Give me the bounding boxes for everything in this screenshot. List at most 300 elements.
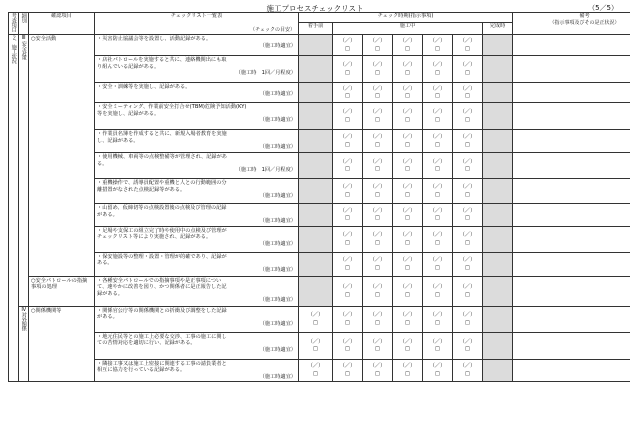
check-mark-cell[interactable] <box>453 359 483 382</box>
notes-cell[interactable] <box>513 306 630 332</box>
description-line: ・地元住民等との施工上必要な交渉、工事の施工に関し <box>97 333 227 340</box>
description-line: ・山留め、仮締切等の点検設置後の点検及び管理の記録 <box>97 205 227 211</box>
checkbox-icon: □ <box>375 191 380 198</box>
before-start-cell <box>299 179 333 204</box>
check-mark-cell[interactable] <box>393 226 423 252</box>
header-check-timing: チェック時期(指示事項) <box>299 13 513 23</box>
check-mark-cell[interactable] <box>363 204 393 227</box>
check-mark-cell[interactable] <box>393 332 423 359</box>
check-mark-cell[interactable] <box>333 226 363 252</box>
completion-cell <box>483 103 513 130</box>
check-mark-cell[interactable] <box>453 332 483 359</box>
notes-cell[interactable] <box>513 204 630 227</box>
check-item-safety-activity: ○安全活動 <box>29 35 95 277</box>
header-checklist: チェックリスト一覧表 （チェックの目安） <box>95 13 299 35</box>
check-slash: （／） <box>369 62 386 68</box>
check-slash: （／） <box>369 312 386 318</box>
checkbox-icon: □ <box>345 346 350 352</box>
check-mark-cell[interactable] <box>333 35 363 56</box>
check-timing-note: （施工時適宜） <box>259 42 296 49</box>
category-construction-status: ２．施工状況 <box>9 35 19 382</box>
description-line: ・保安施設等の整理・設置・管理が的確であり、記録が <box>97 253 227 260</box>
page-number: （5／5） <box>588 4 618 12</box>
check-mark-cell[interactable] <box>453 276 483 306</box>
check-slash: （／） <box>459 62 476 68</box>
completion-cell <box>483 35 513 56</box>
notes-cell[interactable] <box>513 130 630 153</box>
check-slash: （／） <box>369 85 386 92</box>
checkbox-icon: □ <box>345 215 350 222</box>
check-timing-note: （施工時適宜） <box>259 193 296 199</box>
check-mark-cell[interactable] <box>333 276 363 306</box>
check-slash: （／） <box>369 284 386 290</box>
description-line: ての苦情対応を適切に行い、記録がある。 <box>97 340 196 346</box>
completion-cell <box>483 306 513 332</box>
check-mark-cell[interactable] <box>423 332 453 359</box>
check-mark-cell[interactable] <box>423 359 453 382</box>
header-category: 考査項目 <box>9 13 19 35</box>
check-slash: （／） <box>339 207 356 214</box>
checkbox-icon: □ <box>405 370 410 377</box>
check-slash: （／） <box>459 134 476 140</box>
check-slash: （／） <box>399 134 416 140</box>
check-mark-cell[interactable] <box>363 359 393 382</box>
check-timing-note: （施工時適宜） <box>259 117 296 123</box>
description-line: ・使用機械、車両等の点検整備等が管理され、記録があ <box>97 154 227 160</box>
check-slash: （／） <box>399 207 416 214</box>
checklist-row <box>9 276 630 306</box>
check-mark-cell[interactable] <box>393 306 423 332</box>
check-mark-cell[interactable] <box>363 56 393 83</box>
description-line: ・足場や支保工の組立完了時や使用中の点検及び管理が <box>97 227 227 234</box>
check-slash: （／） <box>339 38 356 44</box>
check-mark-cell[interactable] <box>333 103 363 130</box>
check-mark-cell[interactable] <box>393 103 423 130</box>
check-slash: （／） <box>429 85 446 92</box>
checkbox-icon: □ <box>345 93 350 99</box>
checkbox-icon: □ <box>435 69 440 76</box>
before-start-cell <box>299 35 333 56</box>
check-mark-cell[interactable] <box>363 103 393 130</box>
checkbox-icon: □ <box>313 346 318 352</box>
notes-cell[interactable] <box>513 83 630 103</box>
before-start-cell <box>299 130 333 153</box>
check-slash: （／） <box>339 184 356 190</box>
check-slash: （／） <box>399 109 416 115</box>
checklist-description <box>95 204 299 227</box>
check-mark-cell[interactable] <box>423 56 453 83</box>
completion-cell <box>483 226 513 252</box>
checkbox-icon: □ <box>405 93 410 99</box>
document-title: 施工プロセスチェックリスト <box>266 4 364 13</box>
check-slash: （／） <box>369 158 386 165</box>
check-mark-cell[interactable] <box>423 226 453 252</box>
check-slash: （／） <box>399 62 416 68</box>
checklist-description <box>95 179 299 204</box>
check-mark-cell[interactable] <box>423 204 453 227</box>
completion-cell <box>483 83 513 103</box>
checkbox-icon: □ <box>405 319 410 326</box>
checkbox-icon: □ <box>435 239 440 246</box>
checkbox-icon: □ <box>345 166 350 172</box>
checkbox-icon: □ <box>405 264 410 271</box>
checkbox-icon: □ <box>435 319 440 326</box>
description-line: 等を実施し、記録がある。 <box>97 110 160 117</box>
checkbox-icon: □ <box>345 291 350 298</box>
before-start-cell <box>299 226 333 252</box>
checkbox-icon: □ <box>465 291 470 298</box>
check-slash: （／） <box>369 338 386 345</box>
check-slash: （／） <box>429 158 446 165</box>
check-timing-note: （施工時適宜） <box>259 240 296 247</box>
check-timing-note: （施工時 1回／月程度） <box>235 70 296 76</box>
check-mark-cell[interactable] <box>393 153 423 179</box>
checkbox-icon: □ <box>405 45 410 52</box>
checklist-row <box>9 252 630 276</box>
completion-cell <box>483 56 513 83</box>
check-mark-cell[interactable] <box>423 103 453 130</box>
description-line: ・作業員名簿を作成すると共に、新規入場者教育を実施 <box>97 131 227 137</box>
check-mark-cell[interactable] <box>333 306 363 332</box>
checklist-description <box>95 252 299 276</box>
description-line: ・店社パトロールを実施すると共に、連絡機関出にも取 <box>97 57 227 63</box>
check-mark-cell[interactable] <box>363 130 393 153</box>
check-slash: （／） <box>459 38 476 44</box>
notes-cell[interactable] <box>513 252 630 276</box>
checklist-row <box>9 306 630 332</box>
check-slash: （／） <box>459 109 476 115</box>
check-mark-cell[interactable] <box>363 252 393 276</box>
completion-cell <box>483 179 513 204</box>
checkbox-icon: □ <box>465 346 470 352</box>
check-slash: （／） <box>307 338 324 345</box>
check-mark-cell[interactable] <box>393 204 423 227</box>
checkbox-icon: □ <box>375 69 380 76</box>
check-slash: （／） <box>339 338 356 345</box>
checkbox-icon: □ <box>435 215 440 222</box>
check-mark-cell[interactable] <box>453 83 483 103</box>
check-slash: （／） <box>429 207 446 214</box>
check-slash: （／） <box>339 85 356 92</box>
completion-cell <box>483 332 513 359</box>
check-slash: （／） <box>339 232 356 238</box>
check-mark-cell[interactable] <box>393 130 423 153</box>
checkbox-icon: □ <box>375 264 380 271</box>
check-mark-cell[interactable] <box>363 153 393 179</box>
notes-cell[interactable] <box>513 332 630 359</box>
checkbox-icon: □ <box>465 69 470 76</box>
check-mark-cell[interactable] <box>393 359 423 382</box>
check-mark-cell[interactable] <box>363 332 393 359</box>
check-slash: （／） <box>429 338 446 345</box>
check-mark-cell[interactable] <box>423 130 453 153</box>
before-start-cell <box>299 83 333 103</box>
check-slash: （／） <box>399 158 416 165</box>
check-mark-cell[interactable] <box>453 226 483 252</box>
notes-cell[interactable] <box>513 103 630 130</box>
check-mark-cell[interactable] <box>423 252 453 276</box>
check-slash: （／） <box>339 134 356 140</box>
check-timing-note: （施工時適宜） <box>259 266 296 273</box>
check-slash: （／） <box>429 109 446 115</box>
checkbox-icon: □ <box>313 319 318 326</box>
check-timing-note: （施工時適宜） <box>259 320 296 327</box>
check-slash: （／） <box>429 363 446 370</box>
description-line: がある。 <box>97 211 118 218</box>
check-mark-cell[interactable] <box>363 83 393 103</box>
description-line: 離措置がなされた点検記録等がある。 <box>97 186 186 193</box>
checklist-description <box>95 35 299 56</box>
description-line: ・関係官公庁等の関係機関との折衝及び調整をした記録 <box>97 307 227 314</box>
checkbox-icon: □ <box>435 264 440 271</box>
checklist-description <box>95 83 299 103</box>
notes-cell[interactable] <box>513 179 630 204</box>
checklist-description <box>95 276 299 306</box>
check-timing-note: （施工時適宜） <box>259 346 296 353</box>
description-line: ・各種安全パトロールでの指摘事項や是正事項につい <box>97 277 222 284</box>
checkbox-icon: □ <box>465 215 470 222</box>
check-slash: （／） <box>339 62 356 68</box>
check-slash: （／） <box>429 38 446 44</box>
check-mark-cell[interactable] <box>393 83 423 103</box>
check-slash: （／） <box>339 158 356 165</box>
checkbox-icon: □ <box>345 141 350 148</box>
notes-cell[interactable] <box>513 153 630 179</box>
checklist-description <box>95 359 299 382</box>
checkbox-icon: □ <box>465 370 470 377</box>
checklist-row <box>9 153 630 179</box>
before-start-cell <box>299 252 333 276</box>
completion-cell <box>483 276 513 306</box>
check-slash: （／） <box>339 312 356 318</box>
checkbox-icon: □ <box>375 370 380 377</box>
checkbox-icon: □ <box>375 45 380 52</box>
check-slash: （／） <box>459 257 476 263</box>
description-line: チェックリスト等により実施され、記録がある。 <box>97 234 212 240</box>
check-mark-cell[interactable] <box>333 83 363 103</box>
checkbox-icon: □ <box>435 291 440 298</box>
check-mark-cell[interactable] <box>423 35 453 56</box>
checkbox-icon: □ <box>465 116 470 123</box>
subcategory-safety: Ⅲ 安全対策 <box>19 35 29 307</box>
check-slash: （／） <box>339 363 356 370</box>
checkbox-icon: □ <box>405 116 410 123</box>
checkbox-icon: □ <box>435 346 440 352</box>
checkbox-icon: □ <box>345 264 350 271</box>
check-mark-cell[interactable] <box>333 130 363 153</box>
check-timing-note: （施工時適宜） <box>259 373 296 380</box>
check-mark-cell[interactable] <box>333 153 363 179</box>
check-slash: （／） <box>459 363 476 370</box>
notes-cell[interactable] <box>513 35 630 56</box>
checklist-row <box>9 56 630 83</box>
checkbox-icon: □ <box>375 346 380 352</box>
checkbox-icon: □ <box>435 166 440 172</box>
check-slash: （／） <box>459 207 476 214</box>
check-slash: （／） <box>369 232 386 238</box>
check-slash: （／） <box>307 363 324 370</box>
check-mark-cell[interactable] <box>393 35 423 56</box>
checkbox-icon: □ <box>465 239 470 246</box>
checkbox-icon: □ <box>345 45 350 52</box>
header-check-item: 確認項目 <box>29 13 95 35</box>
check-slash: （／） <box>429 134 446 140</box>
before-start-cell <box>299 276 333 306</box>
check-mark-cell[interactable] <box>333 252 363 276</box>
checkbox-icon: □ <box>405 239 410 246</box>
check-mark-cell[interactable] <box>393 276 423 306</box>
checkbox-icon: □ <box>345 319 350 326</box>
check-mark-cell[interactable] <box>333 359 363 382</box>
notes-cell[interactable] <box>513 359 630 382</box>
check-slash: （／） <box>399 312 416 318</box>
checkbox-icon: □ <box>465 264 470 271</box>
checkbox-icon: □ <box>405 166 410 172</box>
check-mark-cell[interactable] <box>423 179 453 204</box>
checkbox-icon: □ <box>345 69 350 76</box>
check-timing-note: （施工時適宜） <box>259 90 296 97</box>
check-mark-cell[interactable] <box>393 252 423 276</box>
checklist-row <box>9 332 630 359</box>
check-item-patrol-findings: ○安全パトロールの指摘事項の処理 <box>29 276 95 306</box>
check-mark-cell[interactable] <box>453 306 483 332</box>
description-line: ある。 <box>97 260 113 266</box>
checkbox-icon: □ <box>345 116 350 123</box>
checkbox-icon: □ <box>405 69 410 76</box>
checkbox-icon: □ <box>435 93 440 99</box>
description-line: がある。 <box>97 314 118 320</box>
checkbox-icon: □ <box>405 141 410 148</box>
check-slash: （／） <box>399 257 416 263</box>
checkbox-icon: □ <box>465 141 470 148</box>
check-mark-cell[interactable] <box>299 332 333 359</box>
check-slash: （／） <box>399 338 416 345</box>
check-slash: （／） <box>459 232 476 238</box>
check-mark-cell[interactable] <box>363 179 393 204</box>
notes-cell[interactable] <box>513 226 630 252</box>
check-slash: （／） <box>369 207 386 214</box>
check-mark-cell[interactable] <box>299 359 333 382</box>
check-mark-cell[interactable] <box>393 179 423 204</box>
check-mark-cell[interactable] <box>453 56 483 83</box>
checkbox-icon: □ <box>405 191 410 198</box>
checkbox-icon: □ <box>313 370 318 377</box>
checklist-row <box>9 35 630 56</box>
completion-cell <box>483 252 513 276</box>
check-slash: （／） <box>339 284 356 290</box>
notes-cell[interactable] <box>513 276 630 306</box>
check-mark-cell[interactable] <box>423 276 453 306</box>
checkbox-icon: □ <box>405 346 410 352</box>
check-slash: （／） <box>399 38 416 44</box>
checkbox-icon: □ <box>435 141 440 148</box>
checkbox-icon: □ <box>375 116 380 123</box>
description-line: し、記録がある。 <box>97 137 139 144</box>
checklist-row <box>9 130 630 153</box>
check-slash: （／） <box>459 338 476 345</box>
notes-cell[interactable] <box>513 56 630 83</box>
check-slash: （／） <box>429 284 446 290</box>
checkbox-icon: □ <box>465 319 470 326</box>
description-line: ・災害防止協議会等を設置し、活動記録がある。 <box>97 36 212 42</box>
check-mark-cell[interactable] <box>423 153 453 179</box>
check-slash: （／） <box>459 312 476 318</box>
checkbox-icon: □ <box>435 191 440 198</box>
check-slash: （／） <box>399 85 416 92</box>
check-mark-cell[interactable] <box>453 204 483 227</box>
completion-cell <box>483 204 513 227</box>
check-mark-cell[interactable] <box>333 179 363 204</box>
checklist-row <box>9 204 630 227</box>
check-mark-cell[interactable] <box>423 306 453 332</box>
description-line: ・安全ミーティング、作業前安全打合せ(TBM)危険予知活動(KY) <box>97 104 247 110</box>
check-mark-cell[interactable] <box>453 153 483 179</box>
check-mark-cell[interactable] <box>299 306 333 332</box>
checkbox-icon: □ <box>435 45 440 52</box>
check-mark-cell[interactable] <box>453 130 483 153</box>
check-slash: （／） <box>369 38 386 44</box>
check-mark-cell[interactable] <box>363 35 393 56</box>
check-slash: （／） <box>399 363 416 370</box>
check-slash: （／） <box>459 284 476 290</box>
checklist-row <box>9 179 630 204</box>
completion-cell <box>483 130 513 153</box>
checkbox-icon: □ <box>465 166 470 172</box>
checklist-row <box>9 359 630 382</box>
header-before-start: 着手前 <box>299 23 333 35</box>
checkbox-icon: □ <box>375 93 380 99</box>
checklist-table <box>8 12 630 382</box>
check-mark-cell[interactable] <box>453 35 483 56</box>
check-mark-cell[interactable] <box>453 179 483 204</box>
check-timing-note: （施工時適宜） <box>259 218 296 224</box>
checkbox-icon: □ <box>375 319 380 326</box>
check-mark-cell[interactable] <box>333 332 363 359</box>
check-slash: （／） <box>307 312 324 318</box>
description-line: 録がある。 <box>97 290 123 297</box>
completion-cell <box>483 359 513 382</box>
check-slash: （／） <box>459 85 476 92</box>
checklist-description <box>95 226 299 252</box>
check-mark-cell[interactable] <box>453 103 483 130</box>
check-mark-cell[interactable] <box>363 226 393 252</box>
before-start-cell <box>299 153 333 179</box>
check-slash: （／） <box>429 312 446 318</box>
description-line: 相互に協力を行っている記録がある。 <box>97 367 186 373</box>
check-mark-cell[interactable] <box>363 276 393 306</box>
check-mark-cell[interactable] <box>333 204 363 227</box>
before-start-cell <box>299 56 333 83</box>
check-item-related-agencies: ○関係機関等 <box>29 306 95 382</box>
check-mark-cell[interactable] <box>363 306 393 332</box>
checkbox-icon: □ <box>375 239 380 246</box>
check-slash: （／） <box>339 109 356 115</box>
checklist-row <box>9 83 630 103</box>
description-line: る。 <box>97 160 108 167</box>
check-slash: （／） <box>369 257 386 263</box>
check-slash: （／） <box>369 363 386 370</box>
check-mark-cell[interactable] <box>423 83 453 103</box>
checklist-description <box>95 56 299 83</box>
checkbox-icon: □ <box>375 215 380 222</box>
checkbox-icon: □ <box>375 166 380 172</box>
check-mark-cell[interactable] <box>453 252 483 276</box>
check-slash: （／） <box>369 109 386 115</box>
check-mark-cell[interactable] <box>333 56 363 83</box>
check-mark-cell[interactable] <box>393 56 423 83</box>
check-slash: （／） <box>369 184 386 190</box>
checklist-row <box>9 103 630 130</box>
